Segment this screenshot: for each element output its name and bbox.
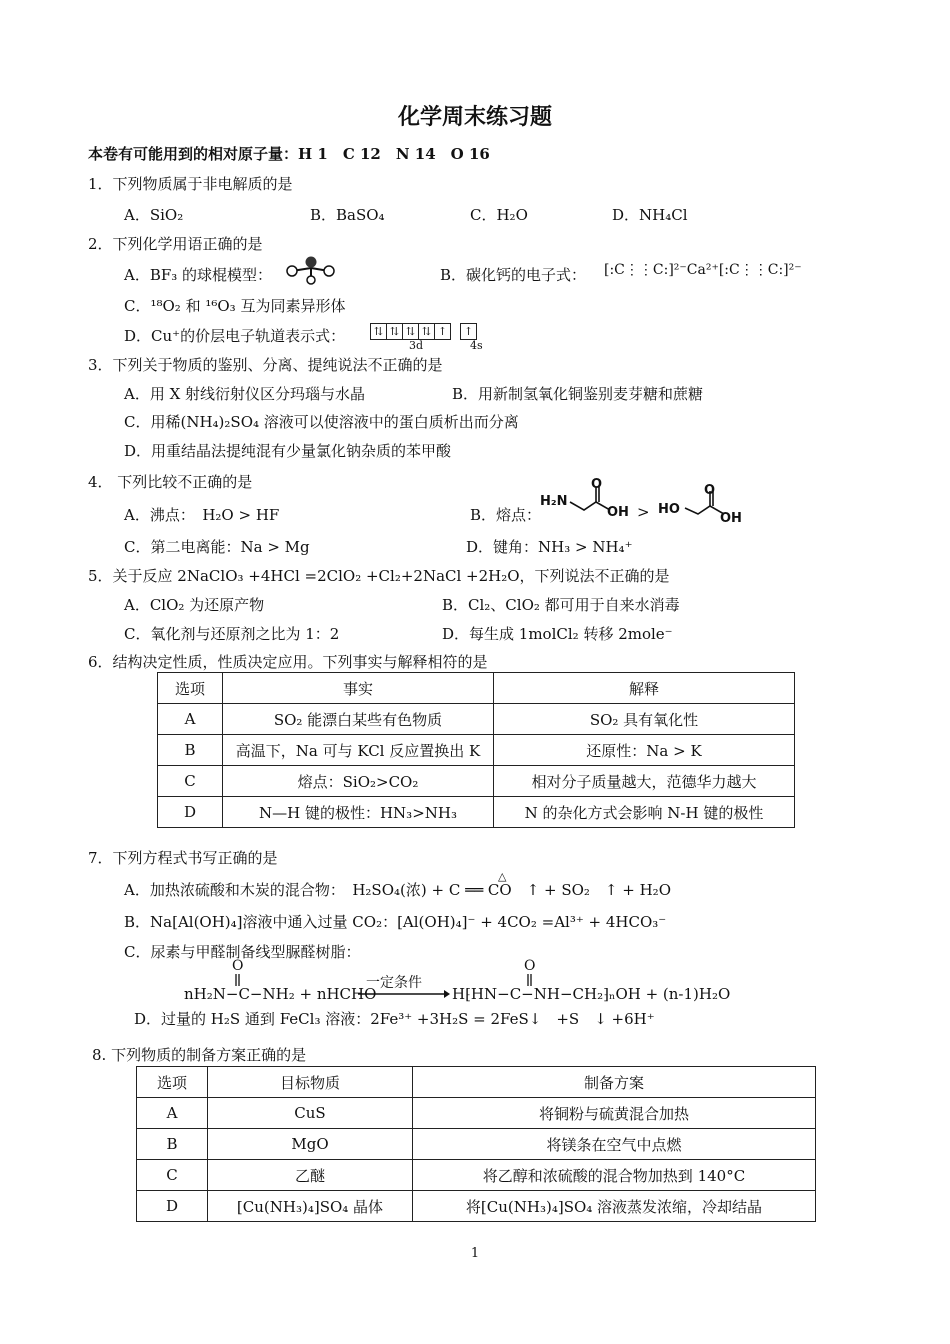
- table-header-row: [158, 673, 795, 704]
- table-row: [158, 735, 795, 766]
- table-cell: SO₂ 具有氧化性: [494, 704, 795, 735]
- table-cell: N 的杂化方式会影响 N-H 键的极性: [494, 797, 795, 828]
- q4-option-b: B．熔点：: [470, 506, 542, 524]
- glycine-oh-label: OH: [607, 505, 629, 520]
- q1-option-a: A．SiO₂: [124, 206, 184, 224]
- q3-option-d: D．用重结晶法提纯混有少量氯化钠杂质的苯甲酸: [124, 442, 452, 460]
- page-title: 化学周末练习题: [397, 105, 552, 130]
- table-cell: D: [158, 797, 223, 828]
- orbital-box: ⇅: [402, 323, 419, 340]
- orbital-diagram: [370, 321, 476, 340]
- orbital-4s-label: 4s: [470, 339, 483, 352]
- orbital-box: ⇅: [386, 323, 403, 340]
- urea-carbonyl-o: O: [232, 958, 244, 974]
- q1-option-b: B．BaSO₄: [310, 206, 385, 224]
- orbital-box: ⇅: [370, 323, 387, 340]
- q2-option-d: D．Cu⁺的价层电子轨道表示式：: [124, 327, 346, 345]
- table-cell: 将铜粉与硫黄混合加热: [413, 1098, 816, 1129]
- urea-equation-left: nH₂N−C−NH₂ + nHCHO: [184, 985, 377, 1003]
- question-1-stem: 1．下列物质属于非电解质的是: [88, 175, 293, 193]
- table-header-cell: 解释: [494, 673, 795, 704]
- table-row: [137, 1191, 816, 1222]
- orbital-box: ↑: [460, 323, 477, 340]
- table-row: [137, 1098, 816, 1129]
- table-cell: SO₂ 能漂白某些有色物质: [223, 704, 494, 735]
- q4-option-c: C．第二电离能：Na > Mg: [124, 538, 310, 556]
- q5-option-d: D．每生成 1molCl₂ 转移 2mole⁻: [442, 625, 673, 643]
- table-cell: 将乙醇和浓硫酸的混合物加热到 140°C: [413, 1160, 816, 1191]
- table-cell: 将镁条在空气中点燃: [413, 1129, 816, 1160]
- question-8-stem: 8. 下列物质的制备方案正确的是: [92, 1046, 307, 1064]
- q6-table: [157, 672, 795, 828]
- reaction-condition: 一定条件: [366, 975, 422, 991]
- orbital-box: ⇅: [418, 323, 435, 340]
- table-cell: MgO: [208, 1129, 413, 1160]
- table-cell: C: [137, 1160, 208, 1191]
- table-cell: [Cu(NH₃)₄]SO₄ 晶体: [208, 1191, 413, 1222]
- table-header-cell: 事实: [223, 673, 494, 704]
- question-2-stem: 2．下列化学用语正确的是: [88, 235, 263, 253]
- table-cell: B: [137, 1129, 208, 1160]
- question-7-stem: 7．下列方程式书写正确的是: [88, 849, 278, 867]
- table-header-cell: 目标物质: [208, 1067, 413, 1098]
- table-cell: 熔点：SiO₂>CO₂: [223, 766, 494, 797]
- question-5-stem: 5．关于反应 2NaClO₃ +4HCl =2ClO₂ +Cl₂+2NaCl +2H₂O，下列说法不正确的是: [88, 567, 670, 585]
- table-cell: D: [137, 1191, 208, 1222]
- q8-table: [136, 1066, 816, 1222]
- table-cell: 相对分子质量越大，范德华力越大: [494, 766, 795, 797]
- table-header-row: [137, 1067, 816, 1098]
- table-cell: 乙醚: [208, 1160, 413, 1191]
- table-cell: CuS: [208, 1098, 413, 1129]
- question-6-stem: 6．结构决定性质，性质决定应用。下列事实与解释相符的是: [88, 653, 488, 671]
- q7-option-c: C．尿素与甲醛制备线型脲醛树脂：: [124, 943, 361, 961]
- table-header-cell: 选项: [158, 673, 223, 704]
- q7-option-a: A．加热浓硫酸和木炭的混合物： H₂SO₄(浓) + C ══ CO ↑ + SO₂ ↑ + H₂O: [124, 881, 671, 899]
- glycolic-ho-label: HO: [658, 502, 680, 517]
- question-4-stem: 4． 下列比较不正确的是: [88, 473, 253, 491]
- q5-option-c: C．氧化剂与还原剂之比为 1：2: [124, 625, 340, 643]
- resin-carbonyl-o: O: [524, 958, 536, 974]
- orbital-3d-label: 3d: [409, 339, 424, 352]
- q1-option-c: C．H₂O: [470, 206, 528, 224]
- bf3-ball-stick-model: [282, 254, 340, 286]
- table-cell: 将[Cu(NH₃)₄]SO₄ 溶液蒸发浓缩，冷却结晶: [413, 1191, 816, 1222]
- table-cell: N—H 键的极性：HN₃>NH₃: [223, 797, 494, 828]
- glycolic-o-label: O: [704, 483, 716, 498]
- table-header-cell: 选项: [137, 1067, 208, 1098]
- q3-option-c: C．用稀(NH₄)₂SO₄ 溶液可以使溶液中的蛋白质析出而分离: [124, 413, 519, 431]
- q5-option-b: B．Cl₂、ClO₂ 都可用于自来水消毒: [442, 596, 680, 614]
- question-3-stem: 3．下列关于物质的鉴别、分离、提纯说法不正确的是: [88, 356, 443, 374]
- cac2-electron-formula: [:C⋮⋮C:]²⁻Ca²⁺[:C⋮⋮C:]²⁻: [604, 262, 802, 278]
- table-cell: A: [137, 1098, 208, 1129]
- q2-option-c: C．¹⁸O₂ 和 ¹⁶O₃ 互为同素异形体: [124, 297, 346, 315]
- q4-option-a: A．沸点： H₂O > HF: [124, 506, 280, 524]
- table-row: [158, 766, 795, 797]
- q3-option-a: A．用 X 射线衍射仪区分玛瑙与水晶: [124, 385, 366, 403]
- glycine-o-label: O: [591, 477, 603, 492]
- table-cell: B: [158, 735, 223, 766]
- atomic-mass-note: 本卷有可能用到的相对原子量：H 1 C 12 N 14 O 16: [88, 145, 490, 163]
- q4-option-d: D．键角：NH₃ > NH₄⁺: [466, 538, 633, 556]
- page-number: 1: [470, 1246, 480, 1261]
- reaction-arrow: [358, 988, 450, 1000]
- glycine-amine-label: H₂N: [540, 494, 568, 509]
- orbital-box: ↑: [434, 323, 451, 340]
- table-cell: A: [158, 704, 223, 735]
- table-cell: C: [158, 766, 223, 797]
- table-row: [137, 1160, 816, 1191]
- q7-option-d: D．过量的 H₂S 通到 FeCl₃ 溶液：2Fe³⁺ +3H₂S = 2FeS↓ +S ↓ +6H⁺: [134, 1010, 655, 1028]
- q7-option-b: B．Na[Al(OH)₄]溶液中通入过量 CO₂：[Al(OH)₄]⁻ + 4CO₂ =Al³⁺ + 4HCO₃⁻: [124, 913, 667, 931]
- greater-than-sign: >: [637, 503, 650, 521]
- table-cell: 高温下，Na 可与 KCl 反应置换出 K: [223, 735, 494, 766]
- table-row: [137, 1129, 816, 1160]
- table-header-cell: 制备方案: [413, 1067, 816, 1098]
- q3-option-b: B．用新制氢氧化铜鉴别麦芽糖和蔗糖: [452, 385, 704, 403]
- q1-option-d: D．NH₄Cl: [612, 206, 688, 224]
- q2-option-b: B．碳化钙的电子式：: [440, 266, 587, 284]
- urea-equation-right: H⁅HN−C−NH−CH₂⁆ₙOH + (n-1)H₂O: [452, 985, 731, 1003]
- heat-symbol: △: [498, 870, 507, 883]
- table-row: [158, 704, 795, 735]
- table-row: [158, 797, 795, 828]
- table-cell: 还原性：Na > K: [494, 735, 795, 766]
- glycolic-oh-label: OH: [720, 511, 742, 526]
- q5-option-a: A．ClO₂ 为还原产物: [124, 596, 265, 614]
- q2-option-a: A．BF₃ 的球棍模型：: [124, 266, 273, 284]
